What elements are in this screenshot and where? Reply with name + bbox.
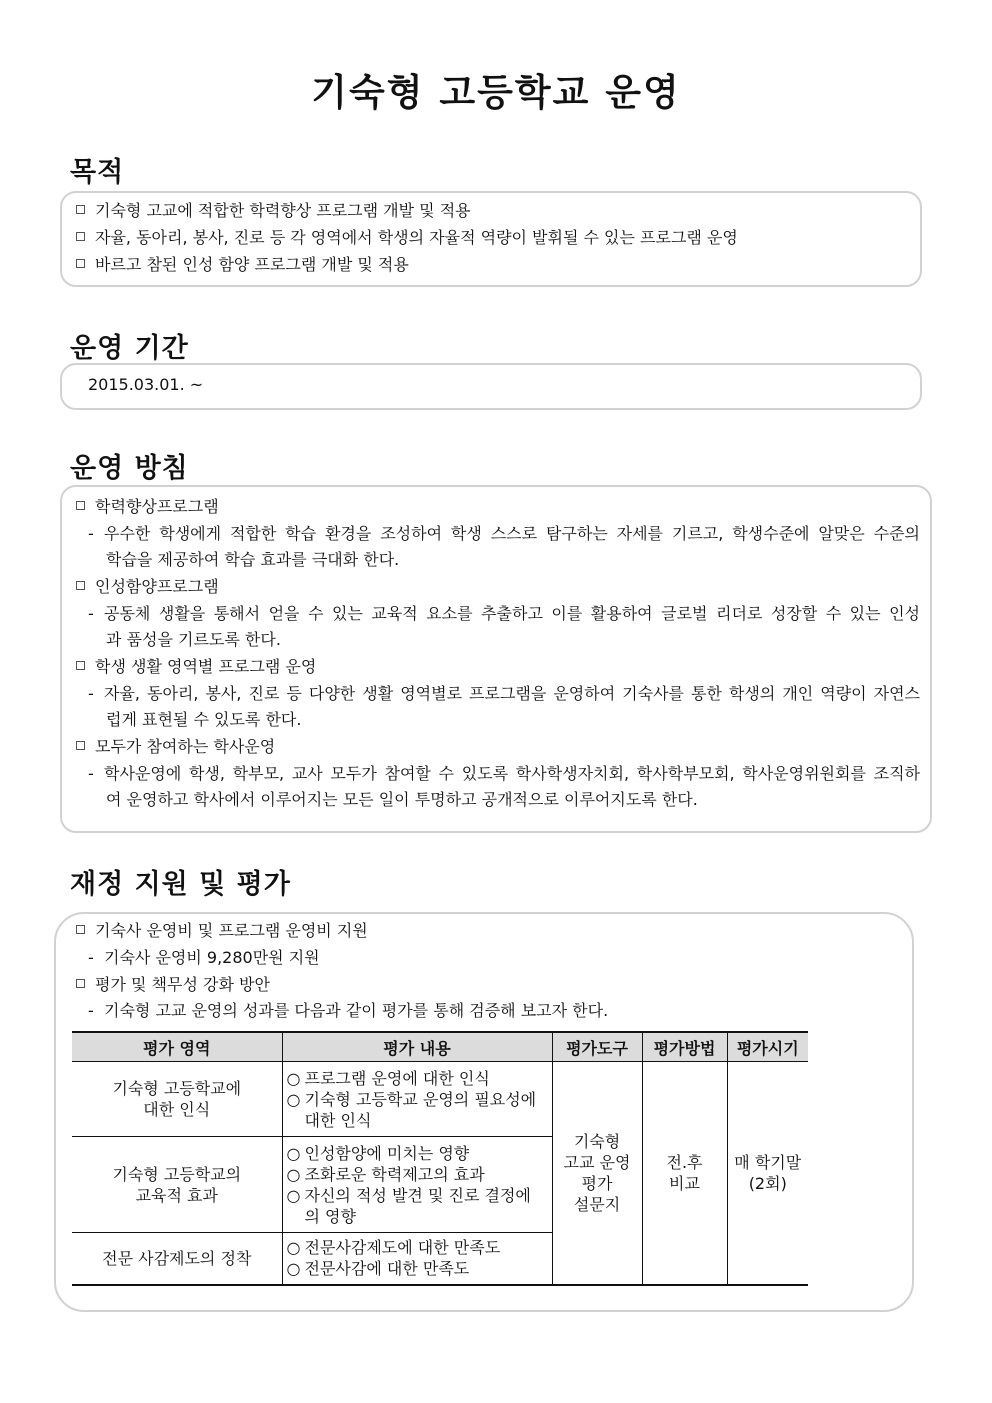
square-bullet-icon [76, 661, 85, 670]
table-cell-timing: 매 학기말 (2회) [727, 1062, 808, 1285]
table-cell-tool: 기숙형 고교 운영 평가 설문지 [552, 1062, 642, 1285]
table-header-row [72, 1032, 808, 1062]
table-header: 평가도구 [552, 1032, 642, 1062]
square-bullet-icon [76, 741, 85, 750]
square-bullet-icon [76, 205, 85, 214]
table-cell-area: 기숙형 고등학교의 교육적 효과 [72, 1137, 282, 1233]
finance-heading: 재정 지원 및 평가 [70, 869, 291, 900]
policy-item-title: 모두가 참여하는 학사운영 [76, 737, 275, 757]
finance-item: 기숙사 운영비 및 프로그램 운영비 지원 [76, 921, 368, 941]
finance-subitem: - 기숙사 운영비 9,280만원 지원 [88, 948, 320, 967]
table-cell-contents: ○ 프로그램 운영에 대한 인식 ○ 기숙형 고등학교 운영의 필요성에 대한 인식 [282, 1062, 552, 1137]
table-row [72, 1062, 808, 1137]
policy-item-title: 인성함양프로그램 [76, 577, 219, 597]
square-bullet-icon [76, 925, 85, 934]
purpose-heading: 목적 [70, 157, 125, 188]
purpose-item: 기숙형 고교에 적합한 학력향상 프로그램 개발 및 적용 [76, 201, 471, 221]
period-value: 2015.03.01. ~ [88, 375, 204, 394]
purpose-item: 자율, 동아리, 봉사, 진로 등 각 영역에서 학생의 자율적 역량이 발휘될 수 있는 프로그램 운영 [76, 228, 738, 248]
policy-item-line: 여 운영하고 학사에서 이루어지는 모든 일이 투명하고 공개적으로 이루어지도록 한다. [106, 790, 698, 809]
table-cell-contents: ○ 인성함양에 미치는 영향 ○ 조화로운 학력제고의 효과 ○ 자신의 적성 발견 및 진로 결정에 의 영향 [282, 1137, 552, 1233]
policy-item-line: - 공동체 생활을 통해서 얻을 수 있는 교육적 요소를 추출하고 이를 활용하여 글로벌 리더로 성장할 수 있는 인성 [88, 604, 920, 623]
table-cell-area: 기숙형 고등학교에 대한 인식 [72, 1062, 282, 1137]
policy-item-line: - 학사운영에 학생, 학부모, 교사 모두가 참여할 수 있도록 학사학생자치회, 학사학부모회, 학사운영위원회를 조직하 [88, 764, 920, 783]
policy-item-title: 학생 생활 영역별 프로그램 운영 [76, 657, 316, 677]
table-cell-area: 전문 사감제도의 정착 [72, 1233, 282, 1285]
policy-item-line: - 우수한 학생에게 적합한 학습 환경을 조성하여 학생 스스로 탐구하는 자세를 기르고, 학생수준에 알맞은 수준의 [88, 524, 920, 543]
evaluation-table [72, 1031, 808, 1286]
table-header: 평가시기 [727, 1032, 808, 1062]
policy-item-title: 학력향상프로그램 [76, 497, 219, 517]
page-title: 기숙형 고등학교 운영 [311, 71, 681, 114]
finance-item: 평가 및 책무성 강화 방안 [76, 975, 270, 995]
square-bullet-icon [76, 232, 85, 241]
square-bullet-icon [76, 501, 85, 510]
table-cell-method: 전.후 비교 [642, 1062, 727, 1285]
policy-item-line: 학습을 제공하여 학습 효과를 극대화 한다. [106, 550, 400, 569]
period-heading: 운영 기간 [70, 333, 189, 364]
square-bullet-icon [76, 979, 85, 988]
policy-item-line: - 자율, 동아리, 봉사, 진로 등 다양한 생활 영역별로 프로그램을 운영하여 기숙사를 통한 학생의 개인 역량이 자연스 [88, 684, 920, 703]
finance-subitem: - 기숙형 고교 운영의 성과를 다음과 같이 평가를 통해 검증해 보고자 한다. [88, 1001, 609, 1020]
square-bullet-icon [76, 581, 85, 590]
square-bullet-icon [76, 259, 85, 268]
policy-heading: 운영 방침 [70, 453, 189, 484]
table-cell-contents: ○ 전문사감제도에 대한 만족도 ○ 전문사감에 대한 만족도 [282, 1233, 552, 1285]
table-header: 평가방법 [642, 1032, 727, 1062]
table-header: 평가 영역 [72, 1032, 282, 1062]
table-header: 평가 내용 [282, 1032, 552, 1062]
policy-item-line: 과 품성을 기르도록 한다. [106, 630, 281, 649]
purpose-item: 바르고 참된 인성 함양 프로그램 개발 및 적용 [76, 255, 409, 275]
policy-item-line: 럽게 표현될 수 있도록 한다. [106, 710, 302, 729]
